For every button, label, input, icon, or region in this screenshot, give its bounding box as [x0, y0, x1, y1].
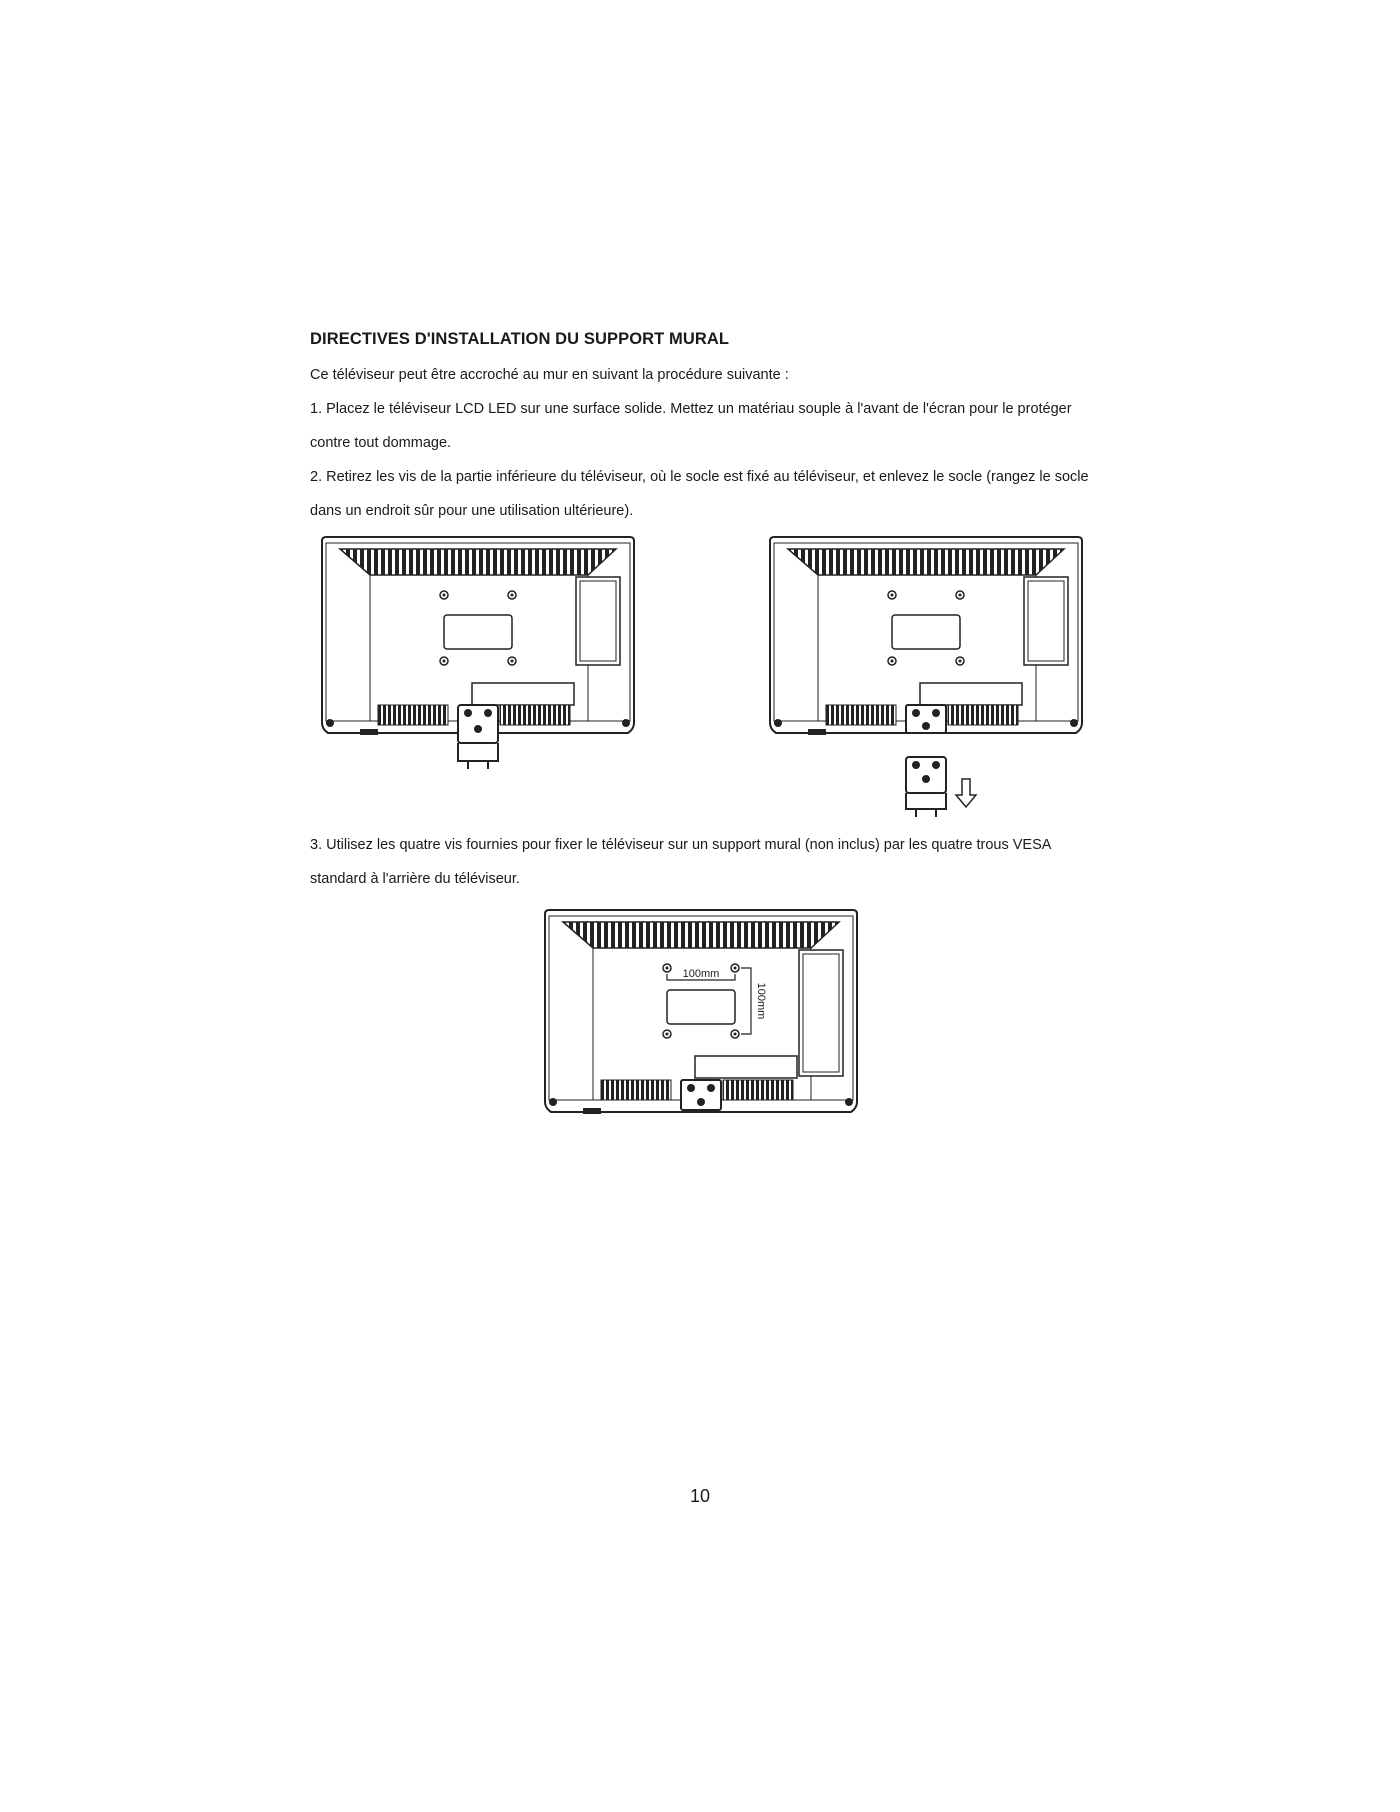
step-3-text: 3. Utilisez les quatre vis fournies pour fixer le téléviseur sur un support mural (non inclus) par les quatre trous VESA standard à l'arrière du téléviseur.: [310, 837, 1051, 887]
vesa-dimensions-figure: [541, 906, 861, 1126]
arrow-down-icon: [956, 779, 976, 807]
tv-back-with-stand-figure: [318, 533, 638, 773]
step-2-text: 2. Retirez les vis de la partie inférieure du téléviseur, où le socle est fixé au téléviseur, et enlevez le socle (rangez le socle dans un endroit sûr pour une utilisation ultérieure).: [310, 469, 1089, 519]
page-number: 10: [689, 1486, 711, 1506]
vertical-dimension-label: 100mm: [755, 982, 767, 1020]
step-1-text: 1. Placez le téléviseur LCD LED sur une surface solide. Mettez un matériau souple à l'avant de l'écran pour le protéger contre tout dommage.: [310, 401, 1072, 451]
tv-back-stand-removed-figure: [766, 533, 1086, 818]
horizontal-dimension-label: 100mm: [682, 968, 720, 980]
page-title: DIRECTIVES D'INSTALLATION DU SUPPORT MURAL: [310, 330, 730, 348]
intro-text: Ce téléviseur peut être accroché au mur en suivant la procédure suivante :: [310, 367, 789, 383]
